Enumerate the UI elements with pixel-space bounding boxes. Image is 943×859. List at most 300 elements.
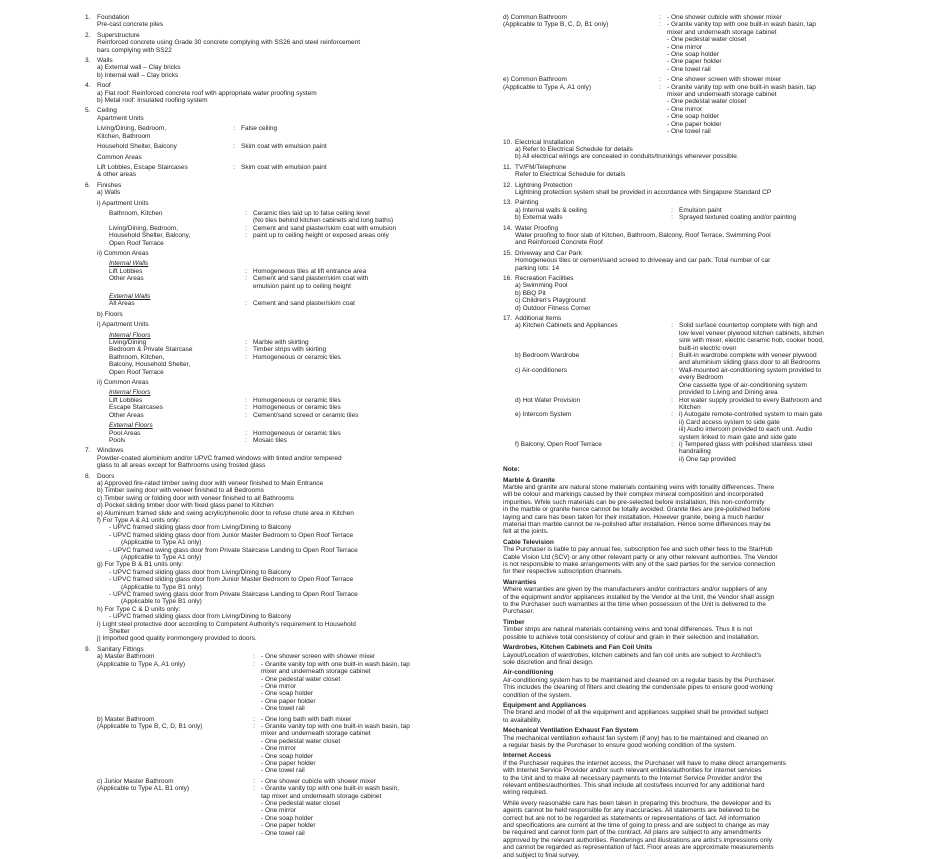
spec-label: Other Areas bbox=[109, 411, 144, 419]
spec-label bbox=[503, 91, 653, 98]
spec-colon: : bbox=[659, 83, 661, 91]
spec-label: f) Balcony, Open Roof Terrace bbox=[515, 440, 602, 448]
text-line: a) Swimming Pool bbox=[515, 282, 568, 290]
spec-label: Lift Lobbies bbox=[109, 267, 143, 275]
spec-label: d) Hot Water Provision bbox=[515, 396, 581, 404]
spec-colon: : bbox=[245, 396, 247, 404]
text-line: The Purchaser is liable to pay annual fee, subscription fee and such other fees to the StarHub bbox=[503, 546, 773, 554]
spec-value: mixer and underneath storage cabinet bbox=[261, 668, 371, 676]
spec-colon bbox=[665, 374, 679, 381]
text-line: i) Light steel protective door according to Competent Authority's requirement to Household bbox=[97, 620, 356, 628]
spec-colon: : bbox=[671, 206, 673, 214]
spec-colon: : bbox=[671, 322, 673, 330]
spec-row bbox=[503, 214, 923, 221]
spec-colon bbox=[653, 113, 667, 120]
section-number: 11. bbox=[503, 163, 512, 171]
text-line: Homogeneous tiles or cement/sand screed to driveway and car park. Total number of car bbox=[515, 257, 771, 265]
text-line: Air-conditioning system has to be maintained and cleaned on a regular basis by the Purchaser. bbox=[503, 676, 776, 684]
spec-value: - One pedestal water closet bbox=[261, 800, 341, 807]
spec-row bbox=[85, 653, 475, 660]
spec-colon: : bbox=[671, 411, 673, 419]
text-line: possible to achieve total consistency of colour and grain in their selection and installation. bbox=[503, 633, 760, 641]
spec-colon: : bbox=[253, 653, 255, 661]
spec-value: - One soap holder bbox=[667, 51, 720, 59]
spec-row bbox=[503, 44, 923, 51]
spec-label bbox=[515, 456, 665, 463]
spec-value: low level veneer plywood kitchen cabinets, kitchen bbox=[679, 329, 824, 337]
spec-value: Cement/sand screed or ceramic tiles bbox=[253, 411, 359, 419]
spec-row bbox=[85, 730, 475, 737]
spec-row bbox=[85, 437, 475, 444]
spec-value: handrailing bbox=[679, 448, 711, 456]
spec-label bbox=[97, 705, 247, 712]
section-heading bbox=[85, 473, 475, 480]
section-number: 12. bbox=[503, 181, 513, 189]
text-line: - UPVC framed sliding glass door from Junior Master Bedroom to Open Roof Terrace bbox=[109, 576, 354, 584]
text-line: External Walls bbox=[109, 293, 151, 300]
text-line: ii) Common Areas bbox=[97, 249, 149, 257]
section-title: Driveway and Car Park bbox=[515, 249, 582, 257]
spec-value: - One paper holder bbox=[261, 759, 316, 767]
spec-colon bbox=[247, 690, 261, 697]
text-line: (Applicable to Type A1 only) bbox=[121, 539, 202, 547]
spec-value: - Granite vanity top with one built-in wash basin, tap bbox=[261, 722, 410, 730]
section-title: Walls bbox=[97, 57, 113, 65]
note-heading: Mechanical Ventilation Exhaust Fan System bbox=[503, 727, 639, 735]
text-line: a) Flat roof: Reinforced concrete roof with appropriate water proofing system bbox=[97, 89, 317, 97]
spec-colon bbox=[665, 426, 679, 433]
spec-value: Kitchen bbox=[679, 403, 701, 411]
section-number: 10. bbox=[503, 138, 513, 146]
spec-label bbox=[503, 66, 653, 73]
text-line: b) Metal roof: Insulated roofing system bbox=[97, 97, 208, 105]
text-line: Open Roof Terrace bbox=[109, 239, 164, 247]
section-title: TV/FM/Telephone bbox=[515, 163, 567, 171]
section-heading bbox=[85, 107, 475, 114]
spec-value: Cement and sand plaster/skim coat with bbox=[253, 275, 369, 283]
spec-value: - One pedestal water closet bbox=[667, 98, 747, 106]
spec-value: - One towel rail bbox=[261, 767, 305, 775]
spec-label bbox=[97, 745, 247, 752]
text-line: d) Pocket sliding timber door with fixed glass panel to Kitchen bbox=[97, 502, 274, 510]
spec-value: - One mirror bbox=[261, 745, 297, 753]
spec-value: - One shower cubicle with shower mixer bbox=[667, 14, 782, 21]
spec-row bbox=[85, 698, 475, 705]
right-column bbox=[503, 14, 923, 859]
spec-label: Pool Areas bbox=[109, 429, 141, 437]
spec-row bbox=[85, 346, 475, 353]
text-line: of the equipment and/or appliances installed by the Vendor at the Unit, the Vendor shall assign bbox=[503, 593, 775, 601]
text-line: While every reasonable care has been taken in preparing this brochure, the developer and its bbox=[503, 799, 772, 807]
spec-label: Bathroom, Kitchen, bbox=[109, 353, 165, 361]
spec-row bbox=[85, 668, 475, 675]
spec-colon bbox=[247, 753, 261, 760]
section-heading bbox=[503, 275, 923, 282]
spec-label: e) Intercom System bbox=[515, 411, 572, 419]
spec-value: emulsion paint up to ceiling height bbox=[253, 282, 351, 290]
spec-colon: : bbox=[671, 396, 673, 404]
spec-row bbox=[85, 705, 475, 712]
section-number: 1. bbox=[85, 14, 91, 21]
spec-row bbox=[85, 164, 475, 171]
spec-colon bbox=[665, 434, 679, 441]
spec-row bbox=[503, 330, 923, 337]
spec-value: Marble with skirting bbox=[253, 339, 309, 347]
spec-label bbox=[503, 51, 653, 58]
text-line: b) Floors bbox=[97, 310, 123, 318]
text-line: a) External wall – Clay bricks bbox=[97, 64, 181, 72]
spec-label: Living/Dining, Bedroom, bbox=[97, 125, 167, 133]
spec-colon: : bbox=[253, 777, 255, 785]
spec-row bbox=[85, 661, 475, 668]
spec-value: - One pedestal water closet bbox=[261, 737, 341, 745]
section-title: Electrical Installation bbox=[515, 138, 575, 146]
text-line: Internal Floors bbox=[109, 331, 151, 339]
section-title: Superstructure bbox=[97, 31, 140, 39]
text-line: f) For Type A & A1 units only: bbox=[97, 516, 181, 524]
spec-value: i) Autogate remote-controlled system to main gate bbox=[679, 411, 823, 419]
spec-label bbox=[515, 448, 665, 455]
spec-value: ii) Card access system to side gate bbox=[679, 418, 780, 426]
text-line: bars complying with SS22 bbox=[97, 46, 172, 54]
spec-row bbox=[503, 106, 923, 113]
spec-row bbox=[85, 753, 475, 760]
spec-colon bbox=[247, 815, 261, 822]
text-line: j) Imported good quality ironmongery provided to doors. bbox=[97, 635, 257, 643]
spec-label bbox=[515, 359, 665, 366]
note-heading: Timber bbox=[503, 618, 525, 626]
text-line: i) Apartment Units bbox=[97, 321, 149, 329]
spec-label bbox=[515, 382, 665, 389]
section-title: Water Proofing bbox=[515, 224, 559, 232]
spec-colon bbox=[653, 98, 667, 105]
spec-value: mixer and underneath storage cabinet bbox=[667, 91, 777, 99]
text-line: g) For Type B & B1 units only: bbox=[97, 561, 184, 569]
spec-colon bbox=[653, 106, 667, 113]
spec-colon bbox=[665, 419, 679, 426]
text-line: Layout/Location of wardrobes, kitchen cabinets and fan coil units are subject to Architect's bbox=[503, 651, 762, 659]
text-line: - UPVC framed sliding glass door from Living/Dining to Balcony bbox=[109, 524, 292, 532]
text-line: Apartment Units bbox=[97, 114, 144, 122]
section-title: Recreation Facilities bbox=[515, 275, 574, 282]
spec-row bbox=[85, 225, 475, 232]
spec-row bbox=[503, 128, 923, 135]
text-line: d) Outdoor Fitness Corner bbox=[515, 304, 591, 312]
spec-label: e) Common Bathroom bbox=[503, 76, 567, 84]
spec-value: - One shower screen with shower mixer bbox=[667, 76, 782, 84]
spec-colon: : bbox=[245, 232, 247, 240]
spec-value: Emulsion paint bbox=[679, 206, 722, 214]
spec-value: system linked to main gate and side gate bbox=[679, 433, 797, 441]
spec-label: c) Air-conditioners bbox=[515, 366, 568, 374]
spec-value: Sprayed textured coating and/or painting bbox=[679, 214, 797, 222]
spec-label: b) External walls bbox=[515, 214, 563, 222]
spec-row bbox=[503, 36, 923, 43]
spec-colon: : bbox=[671, 214, 673, 222]
spec-value: - One towel rail bbox=[667, 65, 711, 73]
spec-value: Wall-mounted air-conditioning system provided to bbox=[679, 366, 822, 374]
spec-value: Hot water supply provided to every Bathroom and bbox=[679, 396, 822, 404]
spec-colon: : bbox=[245, 404, 247, 412]
note-heading: Wardrobes, Kitchen Cabinets and Fan Coil Units bbox=[503, 644, 653, 652]
text-line: be required and cannot form part of the contract. All plans are subject to any amendments bbox=[503, 829, 761, 837]
spec-value: - One soap holder bbox=[667, 113, 720, 121]
spec-row bbox=[503, 207, 923, 214]
text-line: & other areas bbox=[97, 171, 137, 179]
spec-value: - One long bath with bath mixer bbox=[261, 715, 352, 723]
spec-value: - One paper holder bbox=[667, 120, 722, 128]
section-heading bbox=[85, 182, 475, 189]
text-line: condition of the system. bbox=[503, 691, 572, 699]
section-title: Doors bbox=[97, 472, 115, 480]
text-line: ii) Common Areas bbox=[97, 379, 149, 387]
spec-value: Solid surface countertop complete with high and bbox=[679, 322, 818, 330]
spec-value: mixer and underneath storage cabinet bbox=[667, 28, 777, 36]
spec-colon bbox=[247, 698, 261, 705]
spec-colon: : bbox=[245, 436, 247, 444]
spec-label: (Applicable to Type B, C, D, B1 only) bbox=[503, 21, 609, 29]
spec-label bbox=[97, 830, 247, 837]
spec-row bbox=[85, 339, 475, 346]
text-line: to the Purchaser such warranties at the time when possession of the Unit is delivered to the bbox=[503, 601, 767, 609]
spec-colon: : bbox=[233, 125, 235, 133]
spec-row bbox=[503, 14, 923, 21]
section-title: Lightning Protection bbox=[515, 181, 573, 189]
spec-label: Other Areas bbox=[109, 275, 144, 283]
text-line: a) Walls bbox=[97, 189, 121, 197]
spec-row bbox=[85, 430, 475, 437]
spec-row bbox=[503, 76, 923, 83]
spec-value: Homogeneous or ceramic tiles bbox=[253, 396, 341, 404]
spec-row bbox=[85, 268, 475, 275]
spec-value: provided to Living and Dining area bbox=[679, 389, 778, 397]
spec-value: Homogeneous or ceramic tiles bbox=[253, 429, 341, 437]
spec-value: - Granite vanity top with one built-in wash basin, tap bbox=[261, 660, 410, 668]
text-line: to the Unit and to make all necessary payments to the Internet Service Provider and/or the bbox=[503, 774, 763, 782]
spec-row bbox=[85, 676, 475, 683]
spec-label: Lift Lobbies bbox=[109, 396, 143, 404]
spec-label bbox=[503, 106, 653, 113]
spec-colon bbox=[653, 66, 667, 73]
text-line: c) Children's Playground bbox=[515, 297, 586, 305]
spec-colon bbox=[665, 337, 679, 344]
text-line: with Internet Service Provider and/or such relevant entities/authorities for internet services bbox=[503, 767, 762, 775]
spec-value: - One soap holder bbox=[261, 814, 314, 822]
spec-row bbox=[503, 66, 923, 73]
spec-row bbox=[85, 815, 475, 822]
spec-row bbox=[503, 382, 923, 389]
spec-colon bbox=[665, 448, 679, 455]
text-line: b) Timber swing door with veneer finished to all Bedrooms bbox=[97, 487, 264, 495]
spec-value: Built-in wardrobe complete with veneer plywood bbox=[679, 352, 817, 360]
spec-value: Skim coat with emulsion paint bbox=[241, 163, 327, 171]
spec-label bbox=[515, 426, 665, 433]
spec-label: d) Common Bathroom bbox=[503, 14, 567, 21]
spec-row bbox=[503, 441, 923, 448]
text-line: sole discretion and final design. bbox=[503, 658, 594, 666]
text-line: felt at the joints. bbox=[503, 528, 549, 536]
spec-row bbox=[85, 830, 475, 837]
spec-value: Homogeneous or ceramic tiles bbox=[253, 353, 341, 361]
spec-label bbox=[97, 738, 247, 745]
spec-colon bbox=[247, 760, 261, 767]
spec-colon: : bbox=[245, 346, 247, 354]
spec-label bbox=[97, 793, 247, 800]
section-heading bbox=[503, 164, 923, 171]
spec-value: (No tiles behind kitchen cabinets and long baths) bbox=[253, 217, 394, 225]
section-heading bbox=[503, 139, 923, 146]
spec-colon bbox=[653, 36, 667, 43]
text-line: a regular basis by the Purchaser to ensure good working condition of the system. bbox=[503, 741, 737, 749]
spec-label bbox=[109, 283, 239, 290]
spec-label bbox=[503, 113, 653, 120]
section-number: 15. bbox=[503, 249, 513, 257]
spec-value: and aluminium sliding glass door to all Bedrooms bbox=[679, 359, 821, 367]
spec-value: Skim coat with emulsion paint bbox=[241, 143, 327, 151]
spec-row bbox=[85, 210, 475, 217]
spec-value: ii) One tap provided bbox=[679, 455, 736, 463]
spec-label: Pools bbox=[109, 436, 126, 444]
spec-colon bbox=[247, 793, 261, 800]
spec-label: Bathroom, Kitchen bbox=[109, 209, 163, 217]
spec-colon: : bbox=[659, 14, 661, 21]
spec-colon: : bbox=[659, 76, 661, 84]
spec-colon: : bbox=[671, 366, 673, 374]
spec-label: c) Junior Master Bathroom bbox=[97, 777, 174, 785]
spec-colon bbox=[247, 738, 261, 745]
spec-row bbox=[85, 723, 475, 730]
spec-value: - One soap holder bbox=[261, 690, 314, 698]
text-line: Water proofing to floor slab of Kitchen, Bathroom, Balcony, Roof Terrace, Swimming Pool bbox=[515, 231, 771, 239]
text-line: correct but are not to be regarded as statements or representations of fact. All information bbox=[503, 814, 761, 822]
text-line: parking lots: 14 bbox=[515, 264, 560, 272]
spec-colon bbox=[653, 128, 667, 135]
spec-colon: : bbox=[671, 440, 673, 448]
spec-value: - One mirror bbox=[667, 43, 703, 51]
text-line: in the marble or granite hence cannot be totally avoided. Granite tiles are pre-polished before bbox=[503, 506, 771, 514]
spec-label bbox=[515, 345, 665, 352]
spec-row bbox=[503, 426, 923, 433]
spec-colon: : bbox=[253, 722, 255, 730]
spec-row bbox=[503, 448, 923, 455]
spec-row bbox=[85, 683, 475, 690]
section-number: 13. bbox=[503, 199, 513, 207]
spec-colon bbox=[665, 330, 679, 337]
spec-row bbox=[503, 419, 923, 426]
spec-row bbox=[503, 411, 923, 418]
text-line: is not responsible to make arrangements with any of the said parties for the service connection bbox=[503, 561, 776, 569]
spec-row bbox=[85, 778, 475, 785]
text-line: for their respective subscription channels. bbox=[503, 568, 623, 576]
spec-value: Homogeneous tiles at lift entrance area bbox=[253, 267, 367, 275]
spec-label: (Applicable to Type A, A1 only) bbox=[97, 660, 186, 668]
spec-label: Household Shelter, Balcony, bbox=[109, 232, 191, 240]
text-line: and specifications are current at the time of going to press and are subject to change as may bbox=[503, 822, 770, 830]
spec-row bbox=[503, 113, 923, 120]
spec-label: Escape Staircases bbox=[109, 404, 163, 412]
text-line: Purchaser. bbox=[503, 608, 535, 616]
text-line: Pre-cast concrete piles bbox=[97, 21, 164, 29]
spec-label bbox=[503, 29, 653, 36]
spec-label bbox=[503, 121, 653, 128]
spec-label: Living/Dining, Bedroom, bbox=[109, 224, 179, 232]
section-heading bbox=[85, 447, 475, 454]
spec-colon: : bbox=[245, 429, 247, 437]
spec-value: Timber strips with skirting bbox=[253, 346, 327, 354]
spec-row bbox=[503, 359, 923, 366]
text-line: and Reinforced Concrete Roof bbox=[515, 239, 603, 247]
spec-row bbox=[503, 91, 923, 98]
spec-colon bbox=[247, 745, 261, 752]
text-line: - UPVC framed sliding glass door from Living/Dining to Balcony bbox=[109, 568, 292, 576]
text-line: and subject to final survey. bbox=[503, 851, 580, 859]
spec-colon bbox=[247, 705, 261, 712]
spec-value: paint up to ceiling height or exposed areas only bbox=[253, 232, 389, 240]
spec-colon: : bbox=[659, 21, 661, 29]
text-line: (Applicable to Type B1 only) bbox=[121, 583, 202, 591]
spec-value: - One paper holder bbox=[261, 697, 316, 705]
spec-colon: : bbox=[245, 353, 247, 361]
text-line: b) BBQ Pit bbox=[515, 289, 546, 297]
text-line: Cable Vision Ltd (SCV) or any other relevant party or any other relevant authorities. The Vendor bbox=[503, 553, 778, 561]
spec-row bbox=[85, 397, 475, 404]
spec-colon: : bbox=[253, 785, 255, 793]
spec-label: b) Bedroom Wardrobe bbox=[515, 352, 580, 360]
section-title: Roof bbox=[97, 82, 111, 90]
spec-colon bbox=[665, 456, 679, 463]
spec-row bbox=[85, 354, 475, 361]
spec-label bbox=[97, 690, 247, 697]
spec-value: - One pedestal water closet bbox=[261, 675, 341, 683]
spec-row bbox=[503, 456, 923, 463]
spec-value: - One soap holder bbox=[261, 752, 314, 760]
spec-colon bbox=[247, 807, 261, 814]
spec-label bbox=[97, 815, 247, 822]
spec-colon bbox=[247, 800, 261, 807]
note-heading: Note: bbox=[503, 466, 520, 474]
spec-colon: : bbox=[253, 660, 255, 668]
spec-colon bbox=[247, 730, 261, 737]
spec-value: Ceramic tiles laid up to false ceiling level bbox=[253, 209, 370, 217]
spec-value: One cassette type of air-conditioning system bbox=[679, 381, 807, 389]
spec-row bbox=[85, 125, 475, 132]
section-title: Ceiling bbox=[97, 107, 117, 115]
spec-row bbox=[503, 51, 923, 58]
spec-label bbox=[97, 767, 247, 774]
spec-label bbox=[515, 389, 665, 396]
spec-row bbox=[85, 800, 475, 807]
section-heading bbox=[85, 57, 475, 64]
spec-value: sink with mixer, electric ceramic hob, cooker hood, bbox=[679, 337, 824, 345]
spec-row bbox=[503, 374, 923, 381]
spec-value: i) Tempered glass with polished stainless steel bbox=[679, 440, 813, 448]
spec-value: Cement and sand plaster/skim coat with emulsion bbox=[253, 224, 397, 232]
spec-row bbox=[85, 690, 475, 697]
spec-row bbox=[85, 143, 475, 150]
text-line: Refer to Electrical Schedule for details bbox=[515, 171, 626, 179]
spec-value: - One shower screen with shower mixer bbox=[261, 653, 376, 661]
spec-row bbox=[503, 397, 923, 404]
spec-colon: : bbox=[245, 224, 247, 232]
spec-colon bbox=[653, 121, 667, 128]
spec-label bbox=[503, 44, 653, 51]
spec-colon: : bbox=[233, 163, 235, 171]
spec-colon bbox=[653, 44, 667, 51]
spec-colon bbox=[653, 51, 667, 58]
note-heading: Equipment and Appliances bbox=[503, 701, 587, 709]
text-line: External Floors bbox=[109, 422, 153, 430]
spec-colon: : bbox=[245, 267, 247, 275]
